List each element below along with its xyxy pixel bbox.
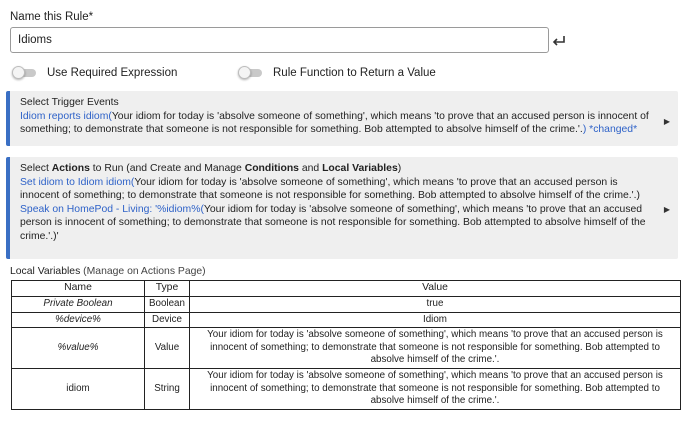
actions-title-and: and: [298, 163, 323, 174]
rule-name-input[interactable]: [10, 27, 549, 53]
table-header-row: [12, 281, 681, 297]
trigger-events-title: Select Trigger Events: [20, 97, 119, 108]
action-item-speak[interactable]: [20, 203, 658, 244]
expand-arrow-icon[interactable]: ▶: [663, 117, 670, 126]
required-expression-toggle[interactable]: [12, 66, 36, 79]
toggle-rule-function-row: [238, 66, 436, 79]
actions-title-suffix: ): [397, 163, 402, 174]
expand-arrow-icon[interactable]: ▶: [663, 205, 670, 214]
variable-type: Value: [145, 328, 190, 369]
local-variables-table: [11, 280, 681, 410]
action-speak-text: Your idiom for today is 'absolve someone of something', which means 'to prove that an accused person is innocent of something; to demonstrate that someone is not responsible for something. Bob attempted to absolve himself of the crime.'.: [20, 203, 646, 242]
action-speak-link[interactable]: Speak on HomePod - Living: '%idiom%(: [20, 203, 204, 215]
column-header-value: Value: [189, 281, 680, 297]
trigger-event-item[interactable]: [20, 110, 658, 137]
column-header-name: Name: [12, 281, 145, 297]
local-variables-label: [10, 266, 206, 277]
variable-type: String: [145, 368, 190, 409]
action-item-set-idiom[interactable]: [20, 176, 658, 203]
column-header-type: Type: [145, 281, 190, 297]
table-row: [12, 297, 681, 313]
trigger-event-suffix: ) *changed*: [582, 124, 638, 135]
actions-title: [20, 162, 658, 176]
actions-title-conditions: Conditions: [244, 163, 299, 174]
action-set-idiom-text: Your idiom for today is 'absolve someone of something', which means 'to prove that an accused person is innocent of something; to demonstrate that someone is not responsible for something. Bob attempted to absolve himself of the crime.'.: [20, 176, 637, 201]
local-variables-title: Local Variables: [10, 266, 81, 277]
variable-value: Your idiom for today is 'absolve someone of something', which means 'to prove that an accused person is innocent of something; to demonstrate that someone is not responsible for something. Bob attempted to absolve himself of the crime.'.: [189, 328, 680, 369]
action-set-idiom-link[interactable]: Set idiom to Idiom idiom(: [20, 176, 135, 188]
trigger-events-panel[interactable]: [6, 91, 678, 146]
variable-name: Private Boolean: [12, 297, 145, 313]
variable-name: idiom: [12, 368, 145, 409]
variable-value: Idiom: [189, 312, 680, 328]
enter-return-icon[interactable]: [551, 34, 567, 48]
actions-title-actions: Actions: [51, 163, 90, 174]
rule-function-toggle[interactable]: [238, 66, 262, 79]
toggle-required-expression-row: [12, 66, 177, 79]
table-row: [12, 368, 681, 409]
rule-function-label: Rule Function to Return a Value: [273, 66, 436, 79]
table-row: [12, 312, 681, 328]
actions-title-mid: to Run (and Create and Manage: [89, 163, 245, 174]
variable-name: %value%: [12, 328, 145, 369]
variable-value: true: [189, 297, 680, 313]
variable-value: Your idiom for today is 'absolve someone of something', which means 'to prove that an accused person is innocent of something; to demonstrate that someone is not responsible for something. Bob attempted to absolve himself of the crime.'.: [189, 368, 680, 409]
actions-panel[interactable]: [6, 157, 678, 259]
actions-title-prefix: Select: [20, 163, 52, 174]
action-set-idiom-suffix: ): [636, 190, 640, 201]
action-speak-suffix: )': [53, 230, 59, 242]
trigger-event-text: Your idiom for today is 'absolve someone of something', which means 'to prove that an accused person is innocent of something; to demonstrate that someone is not responsible for something. Bob attempted to absolve himself of the crime.'.: [20, 110, 649, 135]
trigger-event-link[interactable]: Idiom reports idiom(: [20, 110, 112, 122]
required-expression-label: Use Required Expression: [47, 66, 178, 79]
rule-name-label: Name this Rule*: [10, 11, 94, 23]
variable-name: %device%: [12, 312, 145, 328]
variable-type: Device: [145, 312, 190, 328]
table-row: [12, 328, 681, 369]
actions-title-local-variables: Local Variables: [322, 163, 398, 174]
variable-type: Boolean: [145, 297, 190, 313]
local-variables-manage-note: (Manage on Actions Page): [80, 266, 206, 277]
